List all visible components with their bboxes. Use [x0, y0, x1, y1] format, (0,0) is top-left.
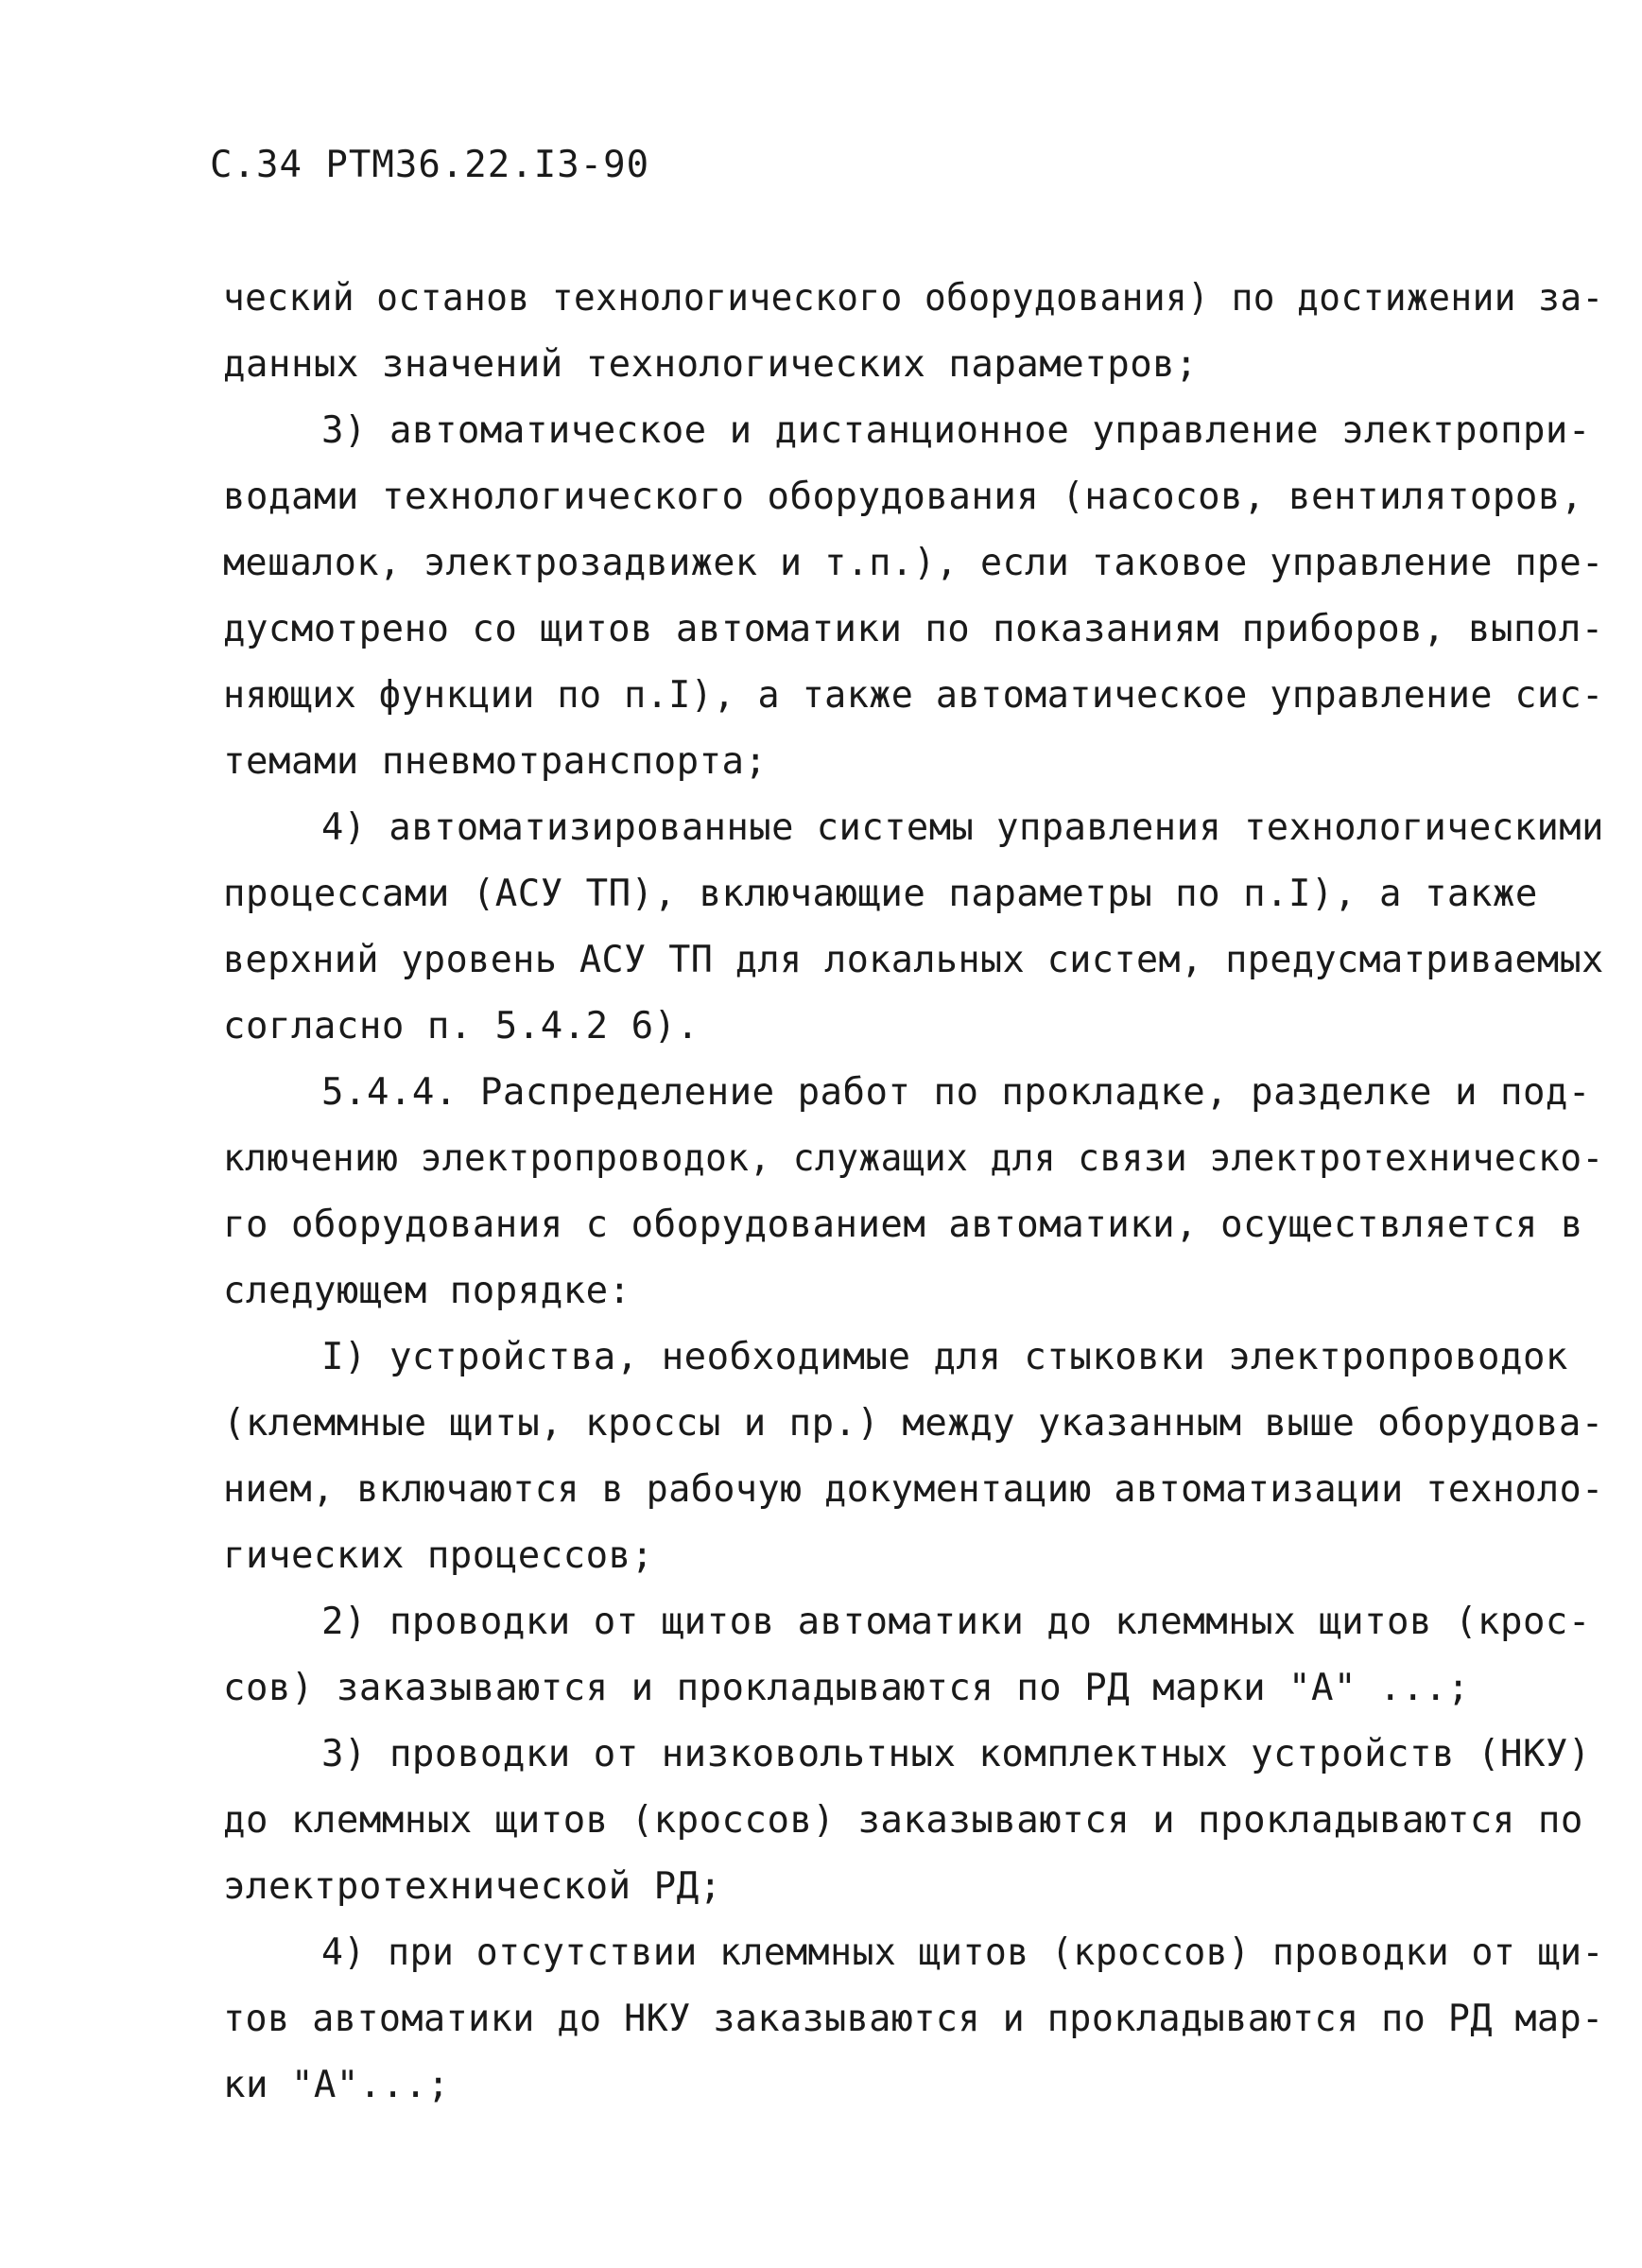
text-line: согласно п. 5.4.2 6).: [223, 1005, 700, 1047]
text-line: го оборудования с оборудованием автоматики, осуществляется в: [223, 1203, 1583, 1246]
text-line: нием, включаются в рабочую документацию автоматизации техноло-: [223, 1468, 1604, 1511]
page-header: С.34 РТМ36.22.I3-90: [210, 144, 650, 186]
text-line: следующем порядке:: [223, 1270, 631, 1312]
text-line: ки "А"...;: [223, 2064, 450, 2106]
text-line: до клеммных щитов (кроссов) заказываются и прокладываются по: [223, 1799, 1583, 1842]
text-line: водами технологического оборудования (насосов, вентиляторов,: [223, 476, 1583, 518]
text-line: 5.4.4. Распределение работ по прокладке, разделке и под-: [321, 1071, 1591, 1114]
text-line: мешалок, электрозадвижек и т.п.), если таковое управление пре-: [223, 542, 1604, 584]
text-line: ключению электропроводок, служащих для связи электротехническо-: [223, 1137, 1604, 1180]
text-line: данных значений технологических параметров;: [223, 343, 1199, 386]
text-line: дусмотрено со щитов автоматики по показаниям приборов, выпол-: [223, 608, 1604, 650]
text-line: няющих функции по п.I), а также автоматическое управление сис-: [223, 674, 1604, 717]
text-line: 4) автоматизированные системы управления технологическими: [321, 806, 1604, 849]
text-line: 4) при отсутствии клеммных щитов (кроссов) проводки от щи-: [321, 1931, 1604, 1974]
text-line: 3) проводки от низковольтных комплектных устройств (НКУ): [321, 1733, 1591, 1775]
text-line: 3) автоматическое и дистанционное управление электропри-: [321, 409, 1591, 452]
text-line: 2) проводки от щитов автоматики до клеммных щитов (крос-: [321, 1601, 1591, 1643]
text-line: гических процессов;: [223, 1534, 654, 1577]
text-line: I) устройства, необходимые для стыковки электропроводок: [321, 1336, 1568, 1378]
text-line: электротехнической РД;: [223, 1865, 722, 1908]
text-line: процессами (АСУ ТП), включающие параметры по п.I), а также: [223, 873, 1538, 915]
text-line: (клеммные щиты, кроссы и пр.) между указанным выше оборудова-: [223, 1402, 1604, 1445]
text-line: верхний уровень АСУ ТП для локальных систем, предусматриваемых: [223, 939, 1604, 981]
text-line: сов) заказываются и прокладываются по РД марки "А" ...;: [223, 1667, 1470, 1709]
text-line: ческий останов технологического оборудования) по достижении за-: [223, 277, 1604, 320]
text-line: тов автоматики до НКУ заказываются и прокладываются по РД мар-: [223, 1998, 1604, 2040]
text-line: темами пневмотранспорта;: [223, 740, 768, 783]
